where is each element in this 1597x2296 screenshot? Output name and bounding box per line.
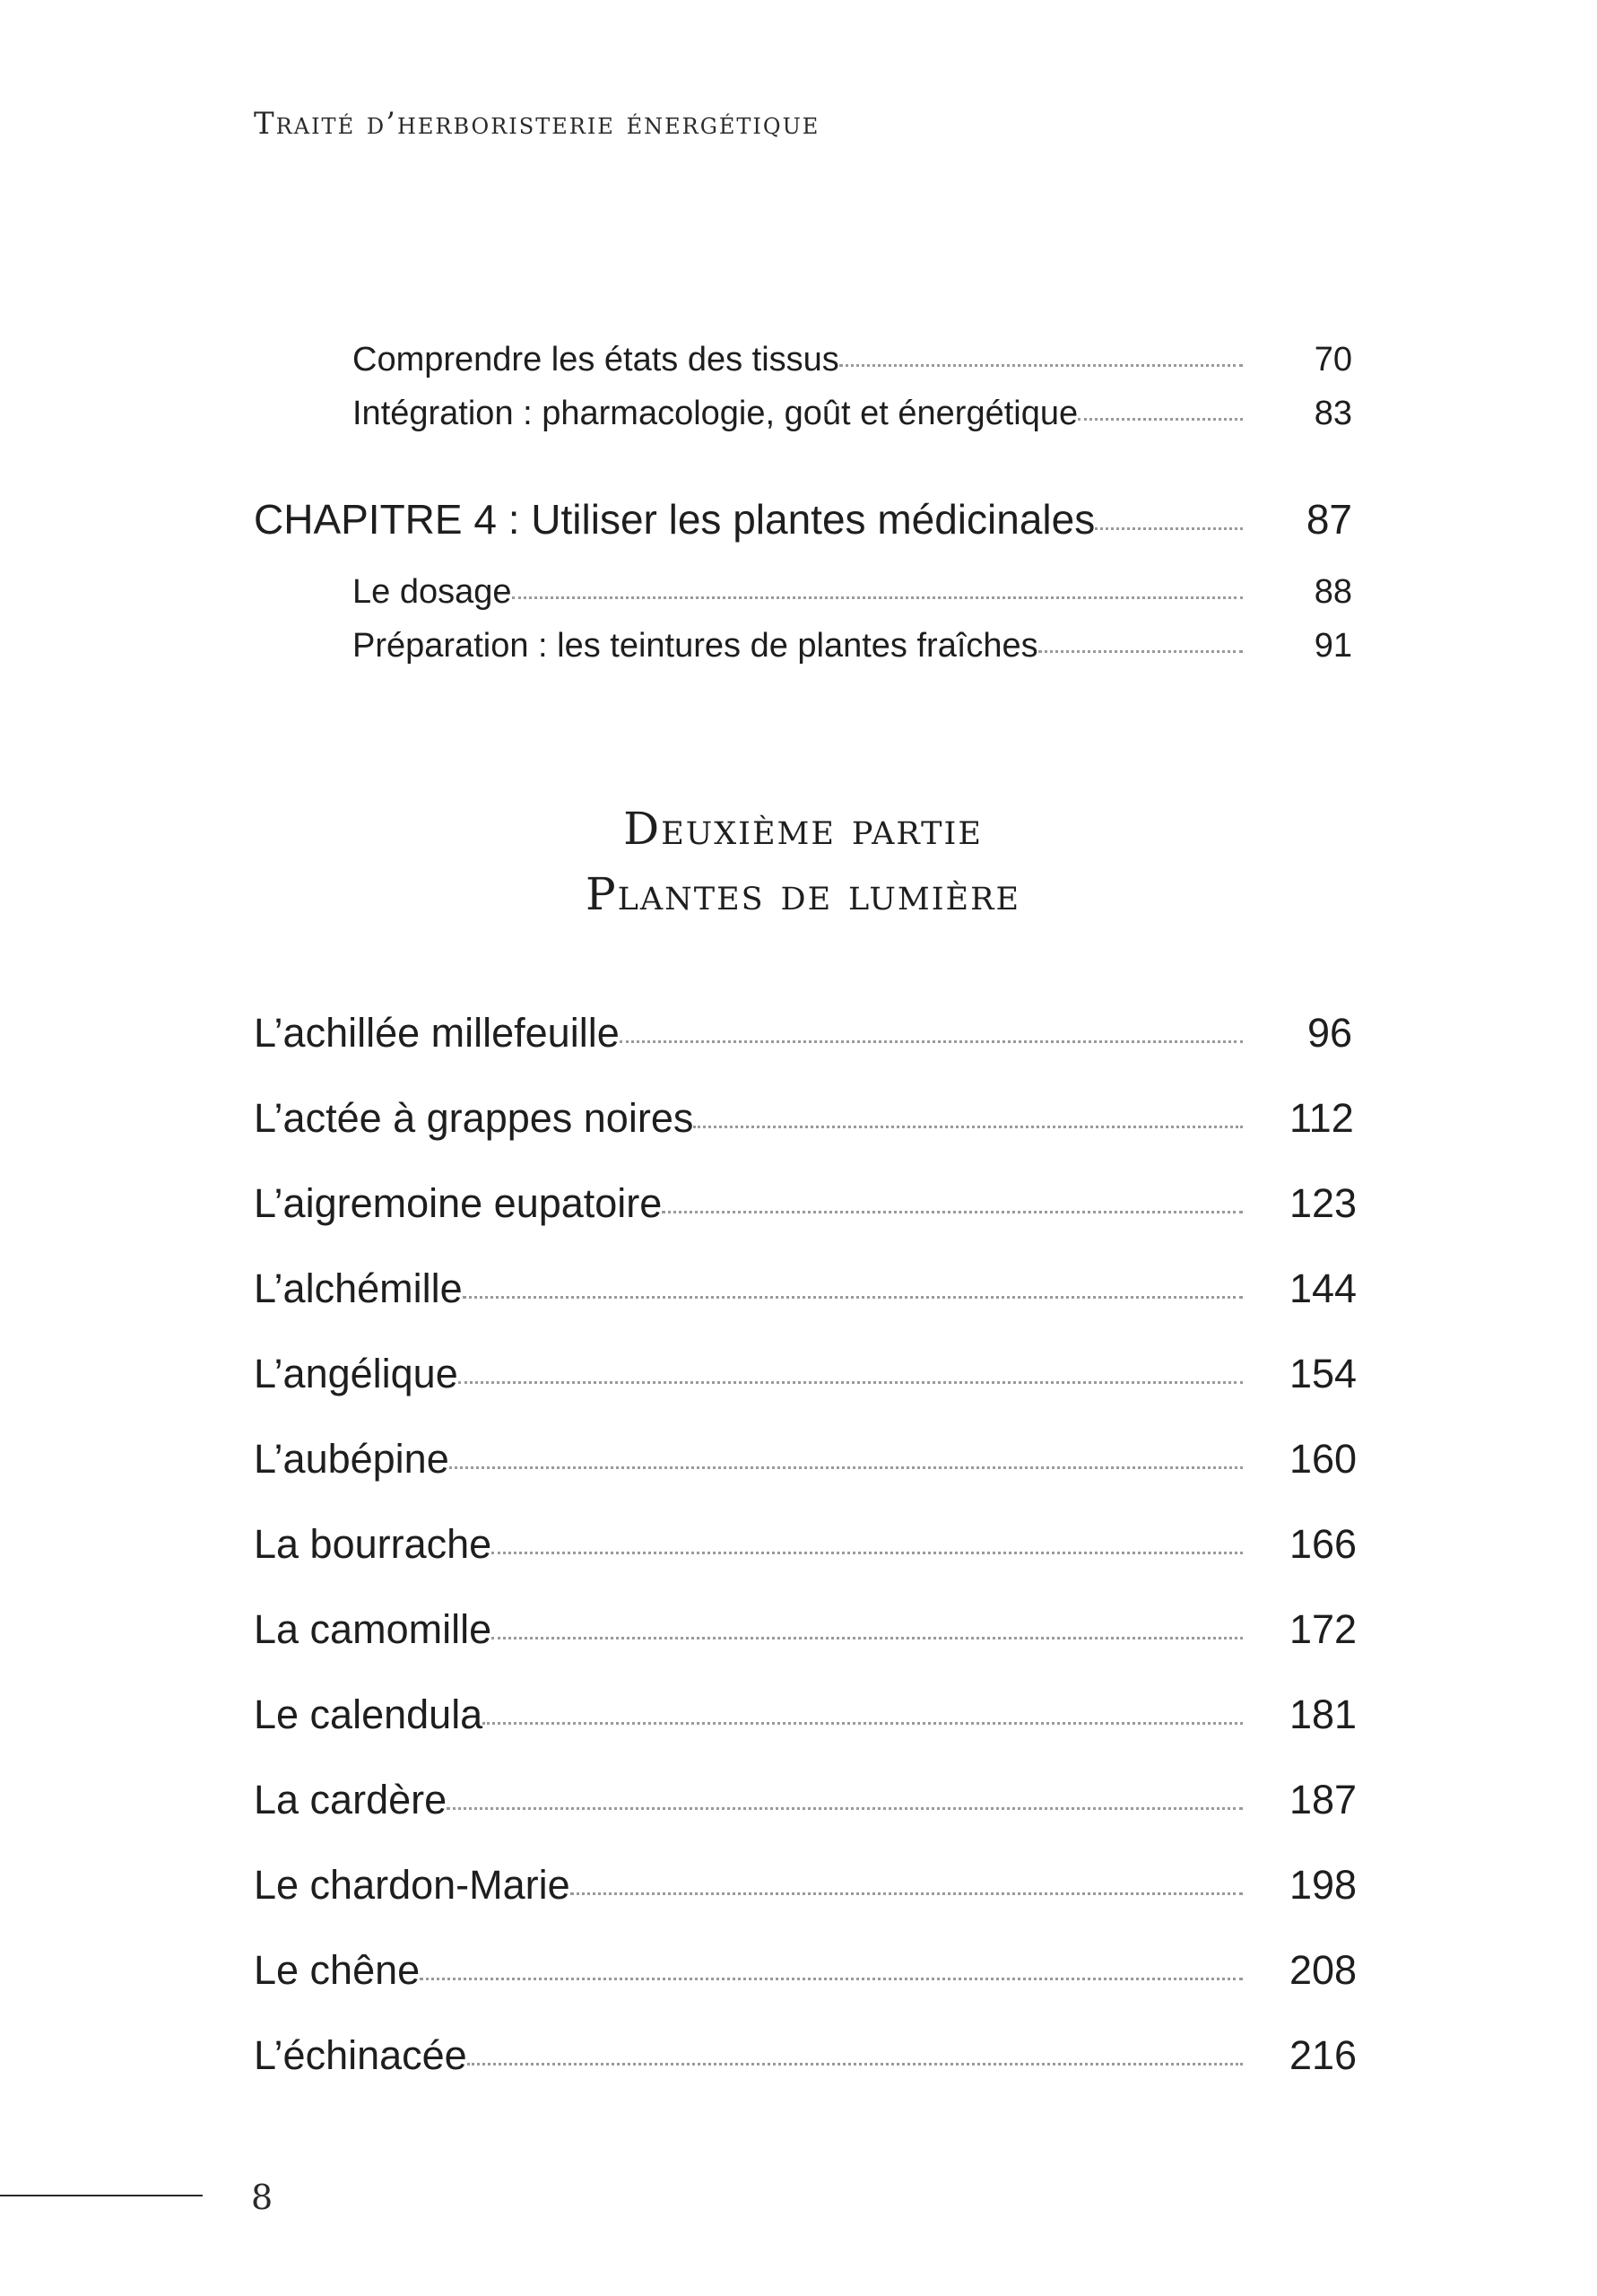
dot-leader (512, 594, 1244, 599)
toc-entry-label: L’actée à grappes noires (254, 1095, 694, 1141)
toc-entry-label: La camomille (254, 1606, 492, 1652)
toc-plant-entry[interactable] (254, 1180, 1358, 1227)
toc-entry-page: 112 (1289, 1095, 1354, 1141)
toc-entry-page: 154 (1289, 1351, 1358, 1396)
toc-entry-label: CHAPITRE 4 : Utiliser les plantes médicinales (254, 496, 1096, 543)
dot-leader (839, 361, 1243, 367)
toc-entry-page: 160 (1289, 1436, 1358, 1482)
toc-plant-entry[interactable] (254, 1947, 1358, 1994)
toc-entry-label: L’aubépine (254, 1436, 449, 1482)
dot-leader (463, 1293, 1243, 1299)
dot-leader (1078, 415, 1243, 421)
toc-entry-page: 181 (1289, 1692, 1358, 1737)
toc-entry-page: 96 (1306, 1010, 1352, 1056)
toc-entry-label: Le dosage (352, 573, 512, 611)
toc-entry-page: 187 (1289, 1777, 1358, 1822)
dot-leader (449, 1464, 1243, 1469)
toc-entry-page: 144 (1289, 1265, 1358, 1311)
toc-entry-label: La bourrache (254, 1521, 492, 1567)
toc-entry[interactable] (352, 573, 1352, 612)
toc-entry-page: 91 (1314, 627, 1352, 665)
dot-leader (447, 1805, 1243, 1810)
dot-leader (491, 1634, 1243, 1639)
dot-leader (693, 1123, 1243, 1128)
toc-entry-label: La cardère (254, 1777, 447, 1822)
toc-entry-label: L’alchémille (254, 1265, 463, 1311)
toc-entry-page: 166 (1289, 1521, 1358, 1567)
toc-plant-entry[interactable] (254, 1095, 1352, 1142)
dot-leader (1095, 525, 1243, 530)
dot-leader (662, 1208, 1243, 1213)
toc-entry-page: 88 (1314, 573, 1352, 611)
toc-plant-entry[interactable] (254, 1436, 1358, 1483)
toc-plant-entry[interactable] (254, 1010, 1352, 1057)
toc-plant-entry[interactable] (254, 1521, 1358, 1568)
toc-plant-entry[interactable] (254, 1862, 1358, 1909)
running-head: Traité d’herboristerie énergétique (254, 106, 820, 142)
toc-entry-label: L’angélique (254, 1351, 458, 1396)
dot-leader (620, 1038, 1243, 1043)
part-title-line-2: Plantes de lumière (586, 868, 1020, 920)
dot-leader (467, 2060, 1243, 2066)
toc-entry-page: 198 (1289, 1862, 1358, 1908)
toc-plant-entry[interactable] (254, 1351, 1358, 1397)
toc-entry-label: L’achillée millefeuille (254, 1010, 620, 1056)
dot-leader (570, 1890, 1243, 1895)
dot-leader (420, 1975, 1243, 1980)
page-number: 8 (251, 2178, 273, 2217)
toc-entry-page: 87 (1306, 496, 1352, 543)
toc-entry-label: Préparation : les teintures de plantes fraîches (352, 627, 1038, 665)
toc-chapter-entry[interactable] (254, 495, 1352, 544)
toc-entry-label: L’aigremoine eupatoire (254, 1180, 663, 1226)
toc-entry[interactable] (352, 395, 1352, 433)
toc-entry-page: 208 (1289, 1947, 1358, 1993)
toc-entry-page: 83 (1314, 395, 1352, 432)
toc-entry[interactable] (352, 341, 1352, 379)
dot-leader (458, 1378, 1243, 1384)
toc-entry-page: 123 (1289, 1180, 1358, 1226)
toc-entry-label: Comprendre les états des tissus (352, 341, 839, 378)
toc-entry-page: 70 (1314, 341, 1352, 378)
dot-leader (491, 1549, 1243, 1554)
footer-rule (0, 2195, 203, 2196)
toc-plant-entry[interactable] (254, 1692, 1358, 1738)
toc-entry-page: 172 (1289, 1606, 1358, 1652)
toc-plant-entry[interactable] (254, 2032, 1358, 2079)
part-title-line-1: Deuxième partie (623, 803, 983, 855)
toc-entry[interactable] (352, 627, 1352, 665)
toc-entry-label: L’échinacée (254, 2032, 467, 2078)
toc-entry-label: Le calendula (254, 1692, 483, 1737)
dot-leader (482, 1719, 1243, 1725)
toc-plant-entry[interactable] (254, 1606, 1358, 1653)
dot-leader (1038, 648, 1243, 653)
toc-entry-label: Le chardon-Marie (254, 1862, 570, 1908)
toc-plant-entry[interactable] (254, 1777, 1358, 1823)
toc-plant-entry[interactable] (254, 1265, 1358, 1312)
toc-entry-label: Intégration : pharmacologie, goût et énergétique (352, 395, 1079, 432)
toc-entry-page: 216 (1289, 2032, 1358, 2078)
toc-entry-label: Le chêne (254, 1947, 421, 1993)
